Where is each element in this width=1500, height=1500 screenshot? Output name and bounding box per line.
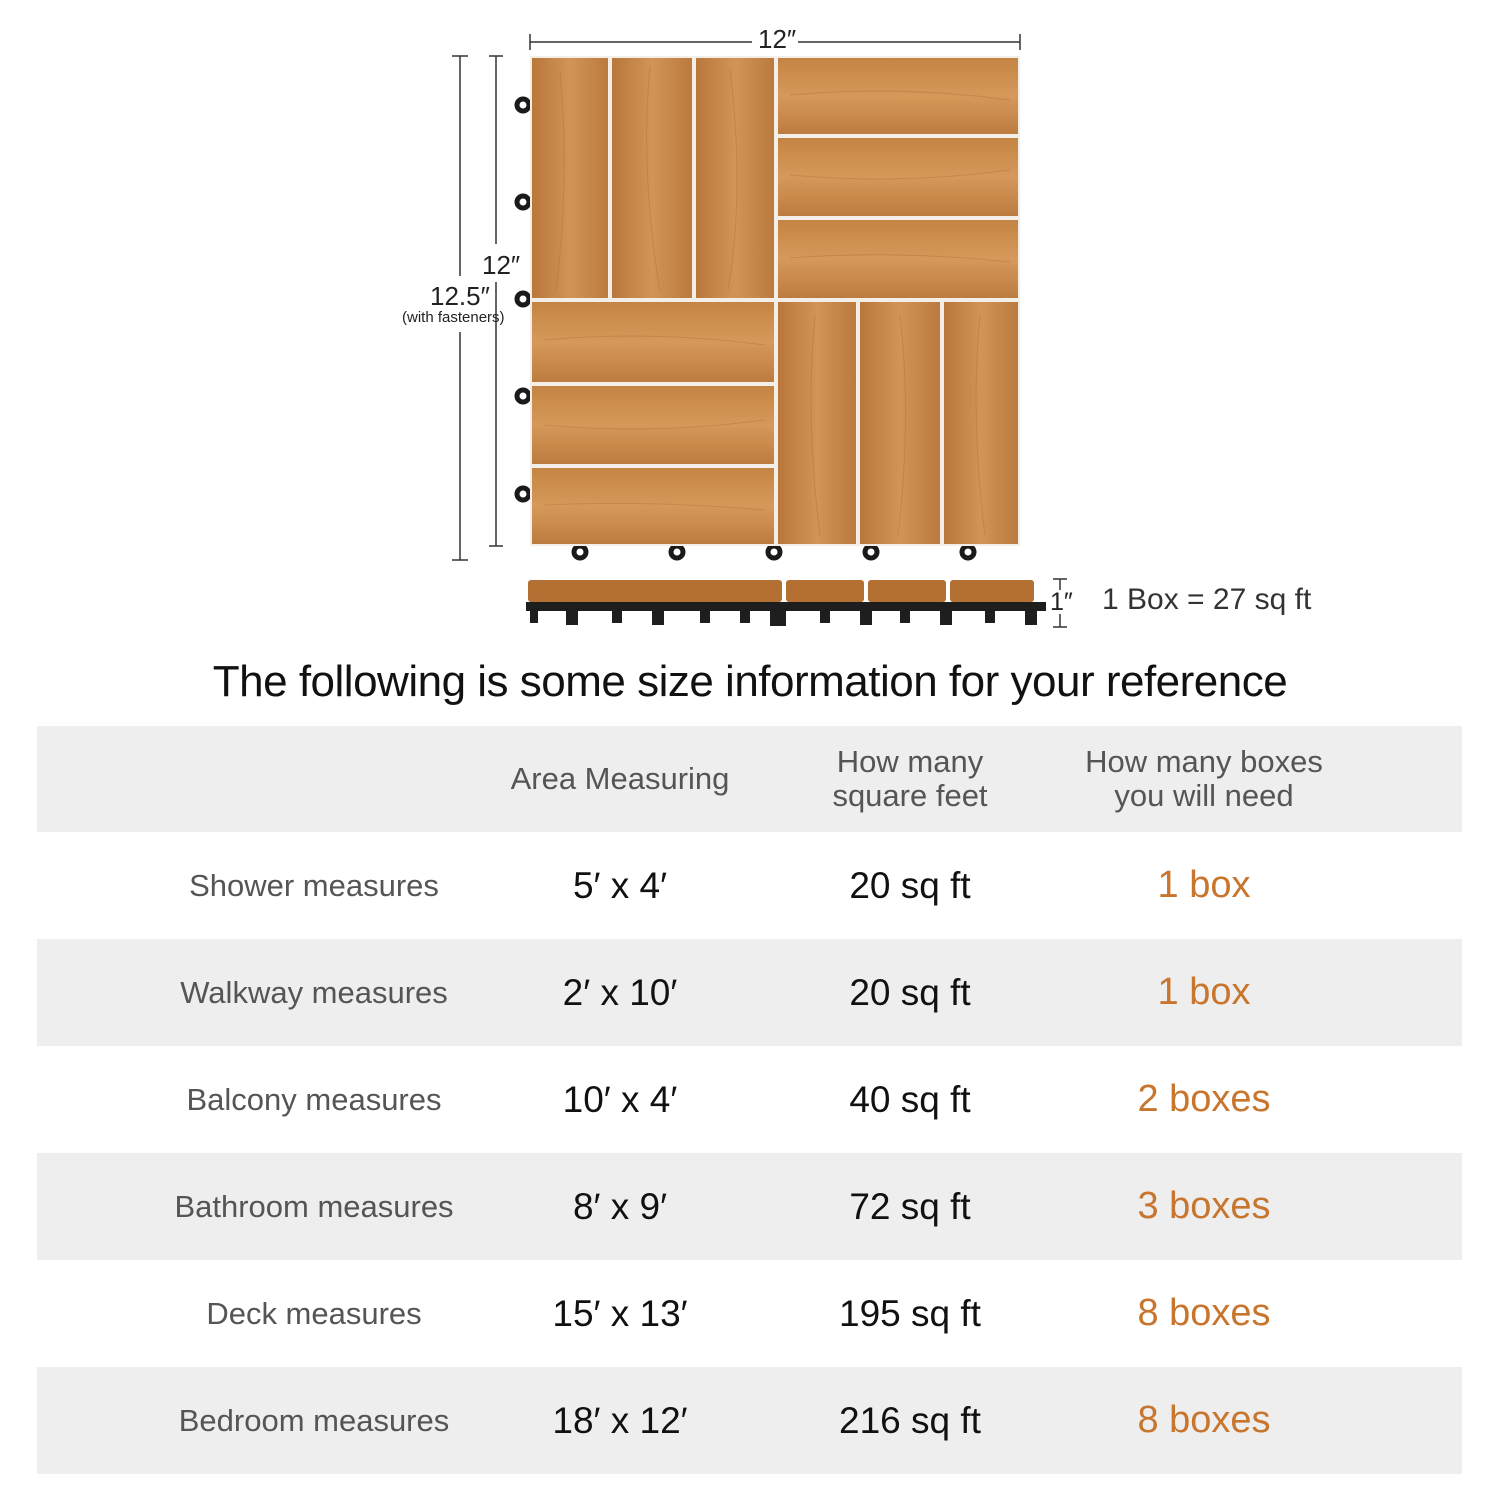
row-boxes: 2 boxes [1137, 1078, 1271, 1120]
row-area: 2′ x 10′ [562, 971, 678, 1013]
row-sqft: 195 sq ft [839, 1292, 981, 1334]
row-label: Balcony measures [186, 1081, 442, 1117]
table-row [37, 1367, 1462, 1474]
deck-tile-illustration [0, 0, 1500, 650]
header-boxes: How many boxes you will need [1085, 744, 1323, 813]
box-coverage-label: 1 Box = 27 sq ft [1102, 583, 1312, 616]
header-sqft: How many square feet [832, 744, 988, 813]
size-reference-table [37, 726, 1462, 1474]
row-label: Shower measures [189, 867, 439, 903]
with-fasteners-note: (with fasteners) [402, 309, 505, 326]
row-label: Walkway measures [180, 974, 448, 1010]
table-row [37, 1153, 1462, 1260]
table-row [37, 832, 1462, 939]
tile-quadrant-top-left [532, 58, 774, 298]
table-row [37, 939, 1462, 1046]
row-boxes: 1 box [1157, 864, 1251, 906]
table-header-row [37, 726, 1462, 832]
row-boxes: 8 boxes [1137, 1292, 1271, 1334]
row-area: 8′ x 9′ [572, 1185, 668, 1227]
height-with-fasteners-label: 12.5″ [430, 281, 490, 311]
row-area: 18′ x 12′ [552, 1399, 688, 1441]
row-sqft: 72 sq ft [849, 1185, 971, 1227]
tile-quadrant-top-right [778, 58, 1018, 298]
page-headline: The following is some size information for your reference [212, 657, 1288, 706]
height-dimension-label: 12″ [482, 250, 521, 280]
table-row [37, 1046, 1462, 1153]
row-boxes: 3 boxes [1137, 1185, 1271, 1227]
width-dimension-label: 12″ [758, 24, 797, 54]
table-row [37, 1260, 1462, 1367]
row-boxes: 1 box [1157, 971, 1251, 1013]
header-area: Area Measuring [510, 761, 730, 796]
row-label: Bedroom measures [178, 1402, 450, 1438]
fastener-clips-left [517, 99, 529, 500]
row-sqft: 40 sq ft [849, 1078, 971, 1120]
tile-side-profile [526, 580, 1046, 626]
row-sqft: 20 sq ft [849, 864, 971, 906]
row-area: 15′ x 13′ [552, 1292, 688, 1334]
thickness-dimension-label: 1″ [1050, 588, 1073, 616]
row-sqft: 20 sq ft [849, 971, 971, 1013]
fastener-clips-bottom [574, 546, 974, 558]
row-sqft: 216 sq ft [839, 1399, 981, 1441]
header-empty [114, 726, 514, 832]
row-label: Deck measures [206, 1295, 422, 1331]
row-boxes: 8 boxes [1137, 1399, 1271, 1441]
row-label: Bathroom measures [174, 1188, 454, 1224]
row-area: 10′ x 4′ [562, 1078, 678, 1120]
row-area: 5′ x 4′ [572, 864, 668, 906]
